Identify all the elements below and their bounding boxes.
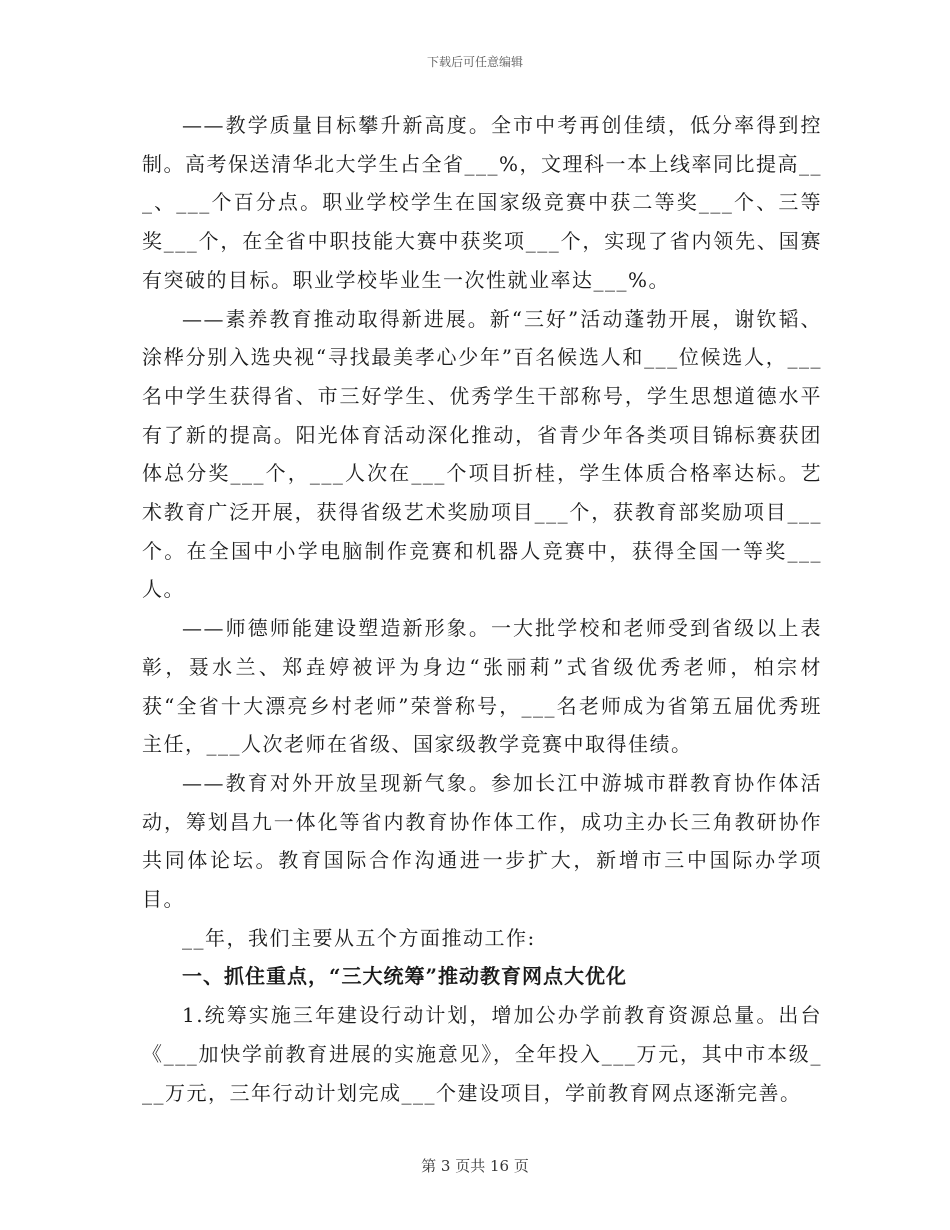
paragraph-teacher-ethics: ——师德师能建设塑造新形象。一大批学校和老师受到省级以上表彰，聂水兰、郑垚婷被评为身边“张丽莉”式省级优秀老师，柏宗材获“全省十大漂亮乡村老师”荣誉称号，___名老师成为省第五届优秀班主任，___人次老师在省级、国家级教学竞赛中取得佳绩。 (142, 616, 822, 757)
section-heading: 一、抓住重点，“三大统筹”推动教育网点大优化 (182, 964, 628, 989)
document-body (142, 106, 822, 1112)
paragraph-opening-up: ——教育对外开放呈现新气象。参加长江中游城市群教育协作体活动，筹划昌九一体化等省内教育协作体工作，成功主办长三角教研协作共同体论坛。教育国际合作沟通进一步扩大，新增市三中国际办学项目。 (142, 770, 822, 912)
page-number: 第 3 页共 16 页 (421, 1157, 529, 1175)
paragraph-item-1: 1.统筹实施三年建设行动计划，增加公办学前教育资源总量。出台《___加快学前教育进展的实施意见》，全年投入___万元，其中市本级___万元，三年行动计划完成___个建设项目，学前教育网点逐渐完善。 (142, 1003, 822, 1105)
paragraph-quality-education: ——素养教育推动取得新进展。新“三好”活动蓬勃开展，谢钦韬、涂桦分别入选央视“寻找最美孝心少年”百名候选人和___位候选人，___名中学生获得省、市三好学生、优秀学生干部称号，学生思想道德水平有了新的提高。阳光体育活动深化推动，省青少年各类项目锦标赛获团体总分奖___个，___人次在___个项目折桂，学生体质合格率达标。艺术教育广泛开展，获得省级艺术奖励项目___个，获教育部奖励项目___个。在全国中小学电脑制作竞赛和机器人竞赛中，获得全国一等奖___人。 (142, 306, 822, 602)
page-header: 下载后可任意编辑 (426, 55, 523, 69)
paragraph-five-aspects: __年，我们主要从五个方面推动工作: (182, 925, 536, 950)
paragraph-teaching-quality: ——教学质量目标攀升新高度。全市中考再创佳绩，低分率得到控制。高考保送清华北大学生占全省___%，文理科一本上线率同比提高___、___个百分点。职业学校学生在国家级竞赛中获二等奖___个、三等奖___个，在全省中职技能大赛中获奖项___个，实现了省内领先、国赛有突破的目标。职业学校毕业生一次性就业率达___%。 (142, 113, 823, 292)
